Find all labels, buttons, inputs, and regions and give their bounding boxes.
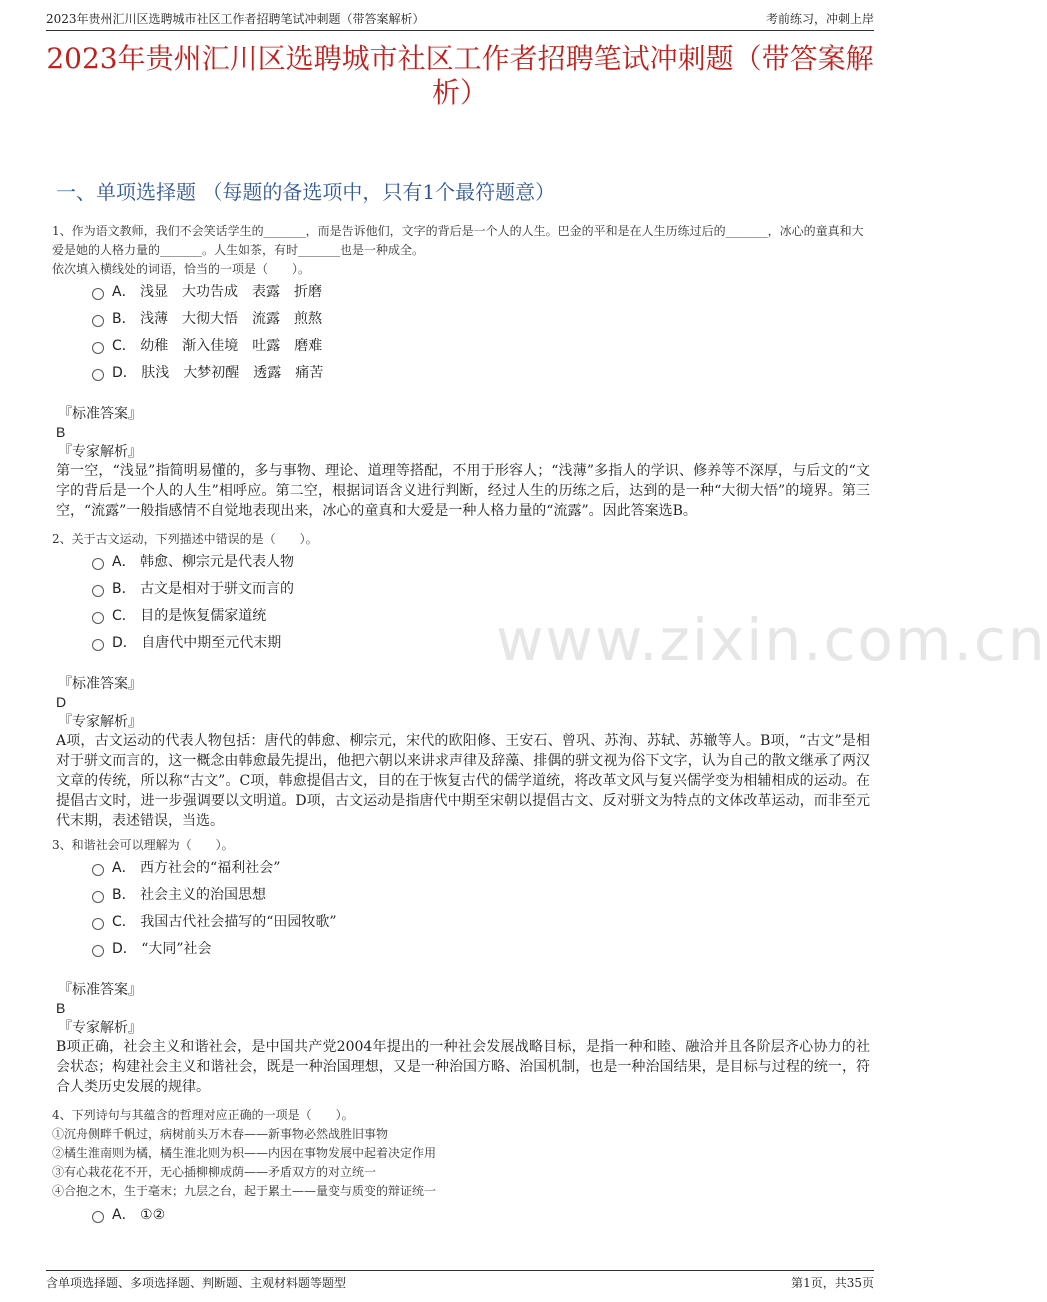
radio-icon[interactable] — [92, 342, 104, 354]
radio-icon[interactable] — [92, 945, 104, 957]
radio-icon[interactable] — [92, 369, 104, 381]
page-footer — [46, 1270, 874, 1293]
header-slogan: 考前练习，冲刺上岸 — [765, 12, 874, 26]
question-2-stem: 2、关于古文运动，下列描述中错误的是（ ）。 — [52, 532, 318, 546]
q3-option-c[interactable]: C． 我国古代社会描写的“田园牧歌” — [92, 912, 337, 932]
q3-analysis-label: 『专家解析』 — [58, 1020, 142, 1036]
q2-analysis-label: 『专家解析』 — [58, 714, 142, 730]
q1-option-c[interactable]: C． 幼稚 渐入佳境 吐露 磨难 — [92, 336, 322, 356]
header-doc-title: 2023年贵州汇川区选聘城市社区工作者招聘笔试冲刺题（带答案解析） — [46, 12, 425, 26]
q4-line-4: ④合抱之木，生于毫末；九层之台，起于累土——量变与质变的辩证统一 — [52, 1184, 437, 1198]
q1-answer-label: 『标准答案』 — [58, 406, 142, 422]
radio-icon[interactable] — [92, 288, 104, 300]
q2-option-b[interactable]: B． 古文是相对于骈文而言的 — [92, 579, 294, 599]
q3-analysis: B项正确，社会主义和谐社会，是中国共产党2004年提出的一种社会发展战略目标，是指一种和睦、融洽并且各阶层齐心协力的社会状态；构建社会主义和谐社会，既是一种治国理想，又是一种治国方略、治国机制，也是一种治国结果，是目标与过程的统一，符合人类历史发展的规律。 — [56, 1039, 870, 1095]
q2-analysis: A项，古文运动的代表人物包括：唐代的韩愈、柳宗元，宋代的欧阳修、王安石、曾巩、苏洵、苏轼、苏辙等人。B项，“古文”是相对于骈文而言的，这一概念由韩愈最先提出，他把六朝以来讲求声律及辞藻、排偶的骈文视为俗下文字，认为自己的散文继承了两汉文章的传统，所以称“古文”。C项，韩愈提倡古文，目的在于恢复古代的儒学道统，将改革文风与复兴儒学变为相辅相成的运动。在提倡古文时，进一步强调要以文明道。D项，古文运动是指唐代中期至宋朝以提倡古文、反对骈文为特点的文体改革运动，而非至元代末期，表述错误，当选。 — [56, 733, 870, 829]
q4-line-2: ②橘生淮南则为橘，橘生淮北则为枳——内因在事物发展中起着决定作用 — [52, 1146, 437, 1160]
radio-icon[interactable] — [92, 612, 104, 624]
q4-line-1: ①沉舟侧畔千帆过，病树前头万木春——新事物必然战胜旧事物 — [52, 1127, 389, 1141]
question-3-stem: 3、和谐社会可以理解为（ ）。 — [52, 838, 234, 852]
q1-analysis: 第一空，“浅显”指简明易懂的，多与事物、理论、道理等搭配，不用于形容人；“浅薄”多指人的学识、修养等不深厚，与后文的“文字的背后是一个人的人生”相呼应。第二空，根据词语含义进行判断，经过人生的历练之后，达到的是一种“大彻大悟”的境界。第三空，“流露”一般指感情不自觉地表现出来，冰心的童真和大爱是一种人格力量的“流露”。因此答案选B。 — [56, 463, 870, 519]
radio-icon[interactable] — [92, 864, 104, 876]
q3-option-d[interactable]: D． “大同”社会 — [92, 939, 212, 959]
radio-icon[interactable] — [92, 1211, 104, 1223]
question-1-instruction: 依次填入横线处的词语，恰当的一项是（ ）。 — [52, 262, 311, 276]
q4-option-a[interactable]: A． ①② — [92, 1205, 165, 1225]
radio-icon[interactable] — [92, 315, 104, 327]
q3-answer: B — [56, 1000, 66, 1016]
document-title: 2023年贵州汇川区选聘城市社区工作者招聘笔试冲刺题（带答案解析） — [46, 42, 874, 109]
q1-analysis-label: 『专家解析』 — [58, 444, 142, 460]
question-4-stem: 4、下列诗句与其蕴含的哲理对应正确的一项是（ ）。 — [52, 1108, 354, 1122]
q1-option-b[interactable]: B． 浅薄 大彻大悟 流露 煎熬 — [92, 309, 322, 329]
q1-option-a[interactable]: A． 浅显 大功告成 表露 折磨 — [92, 282, 322, 302]
section-title: 一、单项选择题 （每题的备选项中，只有1个最符题意） — [56, 180, 556, 204]
radio-icon[interactable] — [92, 558, 104, 570]
q3-option-a[interactable]: A． 西方社会的“福利社会” — [92, 858, 280, 878]
q2-option-c[interactable]: C． 目的是恢复儒家道统 — [92, 606, 266, 626]
page-header — [46, 8, 874, 31]
question-1-stem: 1、作为语文教师，我们不会笑话学生的_______，而是告诉他们，文字的背后是一个人的人生。巴金的平和是在人生历练过后的_______，冰心的童真和大爱是她的人格力量的_______。人生如茶，有时_______也是一种成全。 — [52, 224, 864, 257]
radio-icon[interactable] — [92, 918, 104, 930]
radio-icon[interactable] — [92, 639, 104, 651]
q4-line-3: ③有心栽花花不开，无心插柳柳成荫——矛盾双方的对立统一 — [52, 1165, 377, 1179]
q3-answer-label: 『标准答案』 — [58, 982, 142, 998]
q2-answer-label: 『标准答案』 — [58, 676, 142, 692]
watermark: www.zixin.com.cn — [496, 606, 1047, 674]
footer-question-types: 含单项选择题、多项选择题、判断题、主观材料题等题型 — [46, 1276, 347, 1290]
footer-page-number: 第1页，共35页 — [791, 1276, 874, 1290]
q2-answer: D — [56, 694, 67, 710]
q1-answer: B — [56, 424, 66, 440]
q1-option-d[interactable]: D． 肤浅 大梦初醒 透露 痛苦 — [92, 363, 323, 383]
radio-icon[interactable] — [92, 585, 104, 597]
radio-icon[interactable] — [92, 891, 104, 903]
q2-option-d[interactable]: D． 自唐代中期至元代末期 — [92, 633, 281, 653]
q2-option-a[interactable]: A． 韩愈、柳宗元是代表人物 — [92, 552, 294, 572]
q3-option-b[interactable]: B． 社会主义的治国思想 — [92, 885, 266, 905]
